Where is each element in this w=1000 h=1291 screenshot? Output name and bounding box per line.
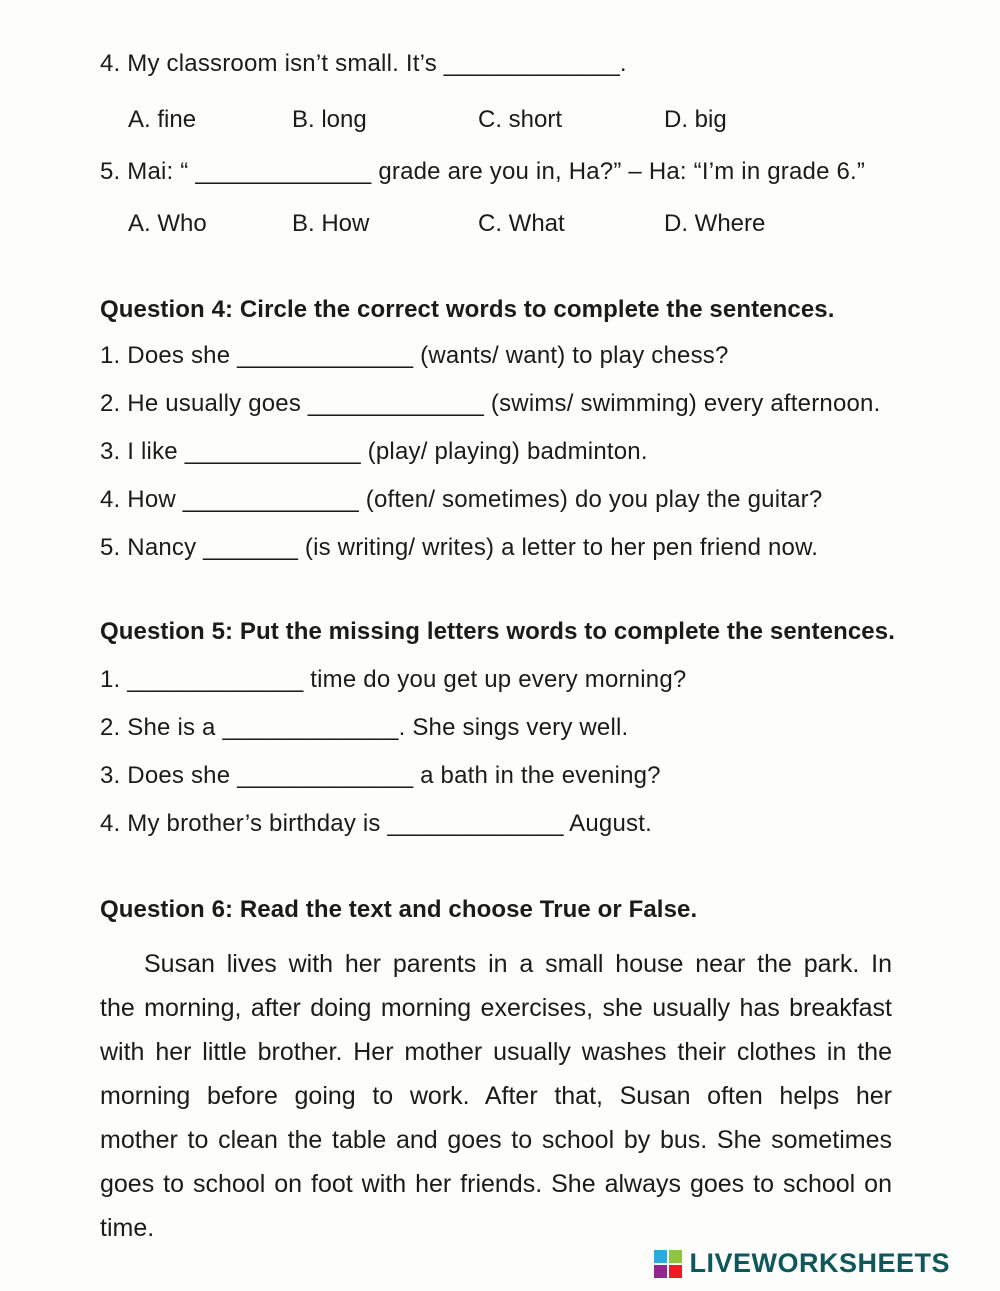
circle-item[interactable]: 1. Does she _____________ (wants/ want) to play chess? — [100, 342, 729, 369]
option-d[interactable]: D. big — [664, 106, 727, 133]
fill-item[interactable]: 3. Does she _____________ a bath in the evening? — [100, 762, 661, 789]
option-b[interactable]: B. long — [292, 106, 367, 133]
mcq-stem-5: 5. Mai: “ _____________ grade are you in, Ha?” – Ha: “I’m in grade 6.” — [100, 158, 866, 185]
option-a[interactable]: A. fine — [128, 106, 197, 133]
option-a[interactable]: A. Who — [128, 210, 207, 237]
option-c[interactable]: C. short — [478, 106, 563, 133]
logo-tile — [654, 1250, 667, 1263]
question4-heading: Question 4: Circle the correct words to complete the sentences. — [100, 296, 835, 323]
circle-item[interactable]: 4. How _____________ (often/ sometimes) do you play the guitar? — [100, 486, 823, 513]
question5-items — [100, 666, 686, 858]
mcq-options-4 — [100, 106, 920, 140]
liveworksheets-brand: LIVEWORKSHEETS — [689, 1248, 950, 1278]
reading-passage: Susan lives with her parents in a small house near the park. In the morning, after doing morning exercises, she usually has breakfast with her little brother. Her mother usually washes their clothes in the morning before going to work. After that, Susan often helps her mother to clean the table and goes to school by bus. She sometimes goes to school on foot with her friends. She always goes to school on time. — [100, 950, 892, 1242]
circle-item[interactable]: 5. Nancy _______ (is writing/ writes) a letter to her pen friend now. — [100, 534, 819, 561]
liveworksheets-footer — [654, 1248, 950, 1279]
option-b[interactable]: B. How — [292, 210, 370, 237]
logo-tile — [669, 1250, 682, 1263]
fill-item[interactable]: 4. My brother’s birthday is _____________ August. — [100, 810, 652, 837]
logo-tile — [669, 1265, 682, 1278]
mcq-options-5 — [100, 210, 920, 244]
fill-item[interactable]: 1. _____________ time do you get up every morning? — [100, 666, 687, 693]
logo-tile — [654, 1265, 667, 1278]
liveworksheets-logo-icon — [654, 1250, 682, 1278]
option-d[interactable]: D. Where — [664, 210, 766, 237]
mcq-stem-4: 4. My classroom isn’t small. It’s _____________. — [100, 50, 627, 77]
question4-items — [100, 342, 880, 582]
fill-item[interactable]: 2. She is a _____________. She sings very well. — [100, 714, 629, 741]
circle-item[interactable]: 2. He usually goes _____________ (swims/ swimming) every afternoon. — [100, 390, 881, 417]
question6-heading: Question 6: Read the text and choose True or False. — [100, 896, 698, 923]
question5-heading: Question 5: Put the missing letters words to complete the sentences. — [100, 618, 895, 645]
option-c[interactable]: C. What — [478, 210, 565, 237]
circle-item[interactable]: 3. I like _____________ (play/ playing) badminton. — [100, 438, 648, 465]
